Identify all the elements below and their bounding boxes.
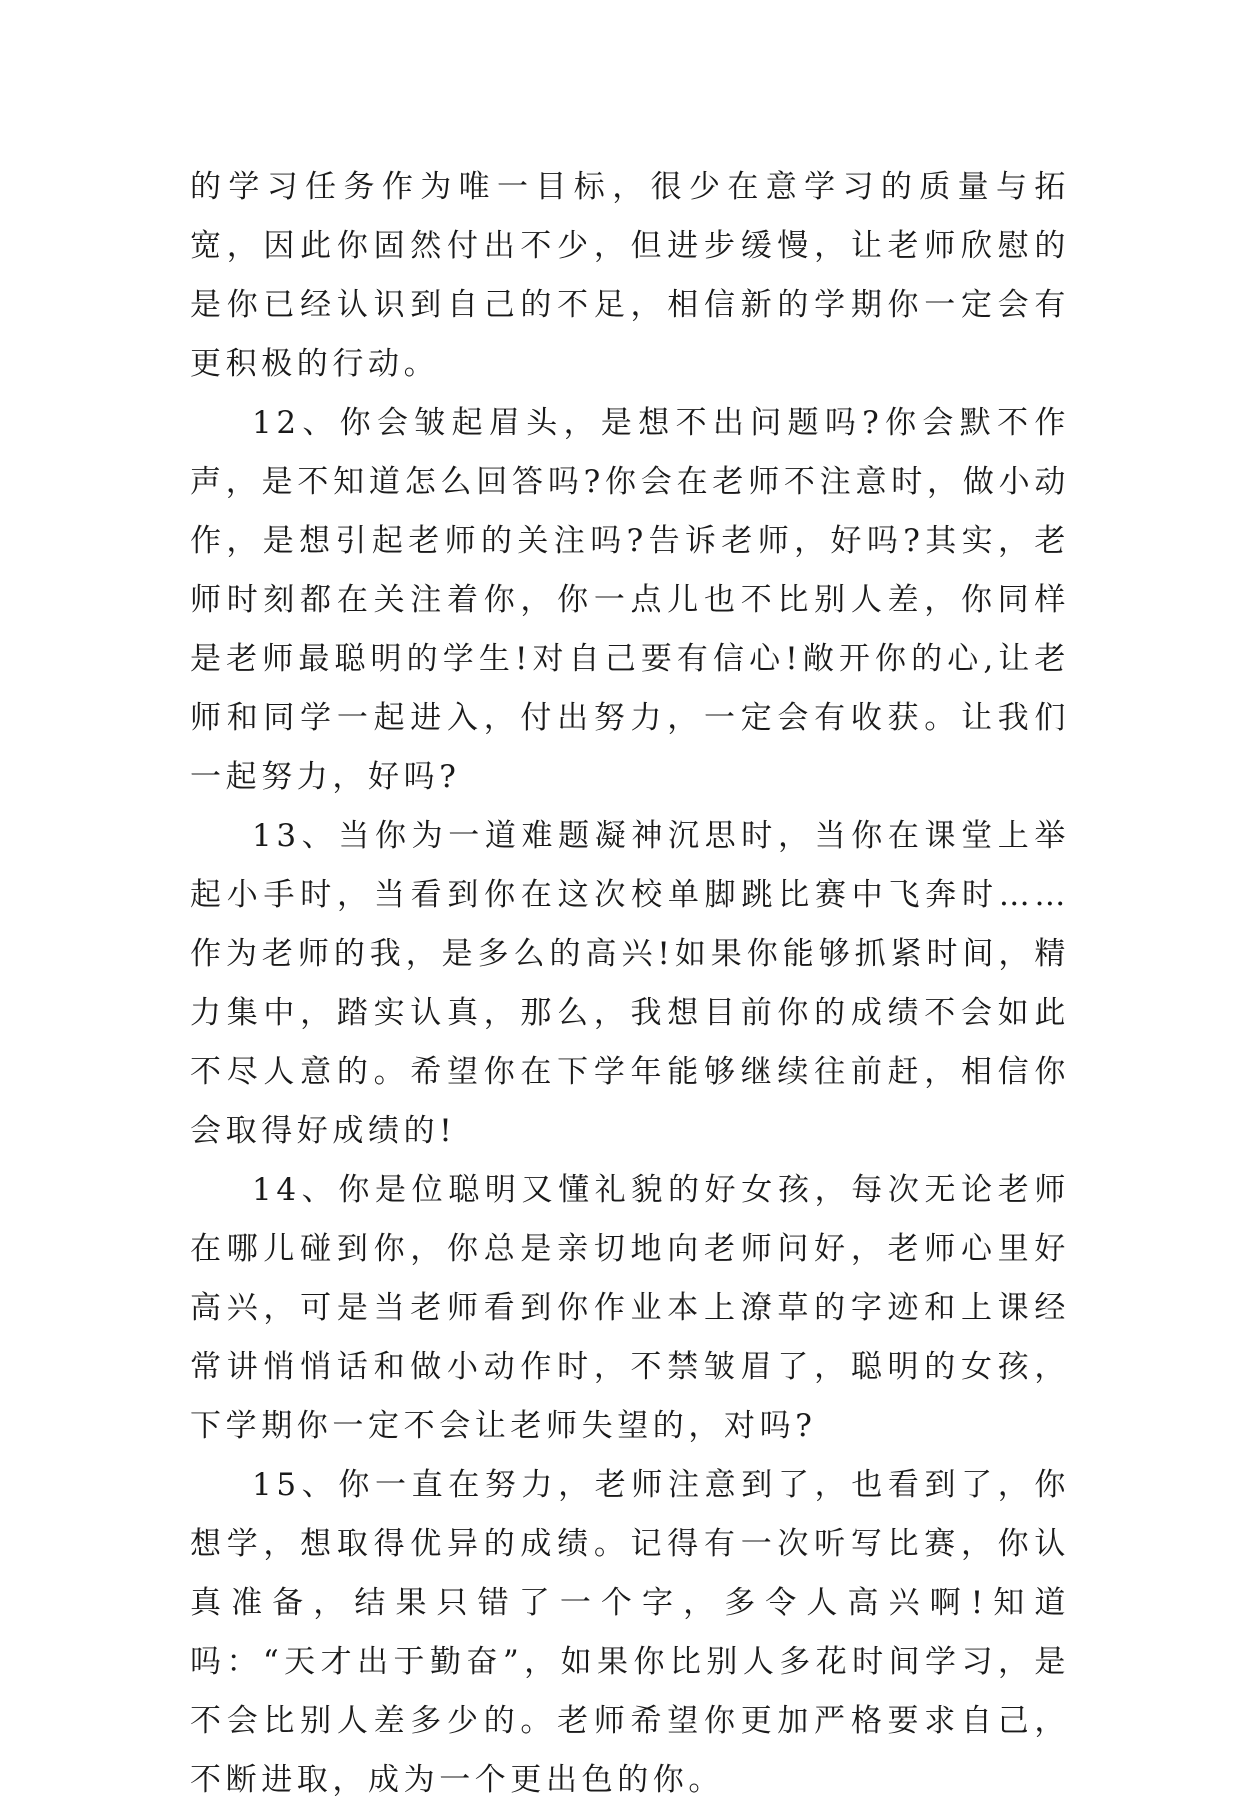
paragraph-comment-12: 12、你会皱起眉头，是想不出问题吗?你会默不作声，是不知道怎么回答吗?你会在老师不注意时，做小动作，是想引起老师的关注吗?告诉老师，好吗?其实，老师时刻都在关注着你，你一点儿也不比别人差，你同样是老师最聪明的学生!对自己要有信心!敞开你的心,让老师和同学一起进入，付出努力，一定会有收获。让我们一起努力，好吗? [190, 405, 1070, 795]
paragraph-comment-13: 13、当你为一道难题凝神沉思时，当你在课堂上举起小手时，当看到你在这次校单脚跳比赛中飞奔时……作为老师的我，是多么的高兴!如果你能够抓紧时间，精力集中，踏实认真，那么，我想目前你的成绩不会如此不尽人意的。希望你在下学年能够继续往前赶，相信你会取得好成绩的! [190, 818, 1070, 1149]
paragraph-continuation: 的学习任务作为唯一目标，很少在意学习的质量与拓宽，因此你固然付出不少，但进步缓慢，让老师欣慰的是你已经认识到自己的不足，相信新的学期你一定会有更积极的行动。 [190, 169, 1070, 382]
paragraph-comment-14: 14、你是位聪明又懂礼貌的好女孩，每次无论老师在哪儿碰到你，你总是亲切地向老师问好，老师心里好高兴，可是当老师看到你作业本上潦草的字迹和上课经常讲悄悄话和做小动作时，不禁皱眉了，聪明的女孩，下学期你一定不会让老师失望的，对吗? [190, 1172, 1070, 1444]
paragraph-comment-15: 15、你一直在努力，老师注意到了，也看到了，你想学，想取得优异的成绩。记得有一次听写比赛，你认真准备，结果只错了一个字，多令人高兴啊!知道吗：“天才出于勤奋”，如果你比别人多花时间学习，是不会比别人差多少的。老师希望你更加严格要求自己，不断进取，成为一个更出色的你。 [190, 1467, 1070, 1798]
document-body [190, 158, 1070, 1810]
